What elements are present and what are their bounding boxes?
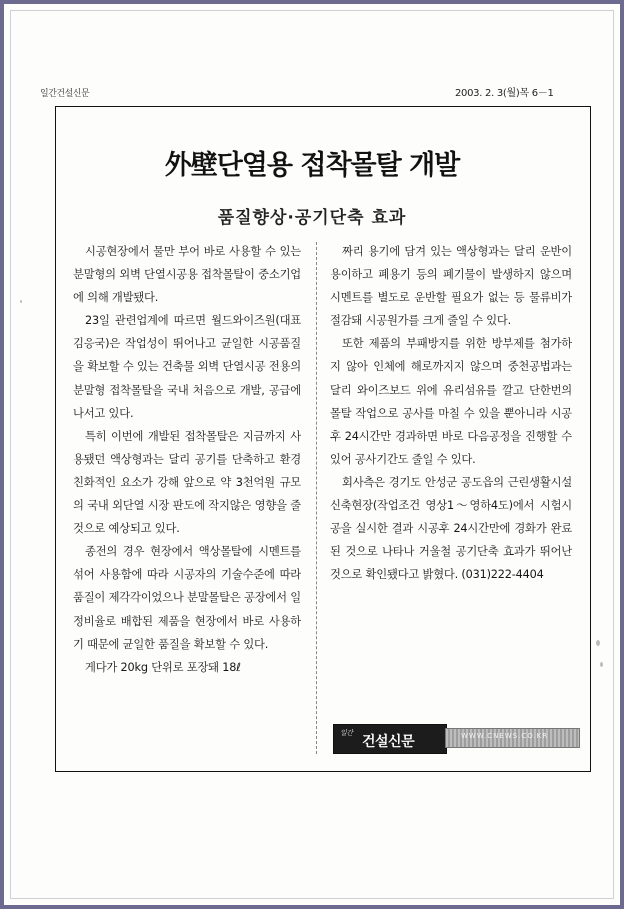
paragraph: 23일 관련업계에 따르면 월드와이즈원(대표 김응국)은 작업성이 뛰어나고 균일한 시공품질을 확보할 수 있는 건축물 외벽 단열시공 전용의 분말형 접착몰탈을 국내 처음으로 개발, 공급에 나서고 있다. [73,314,301,420]
logo-mark: 일간 [340,729,353,737]
paragraph: 짜리 용기에 담겨 있는 액상형과는 달리 운반이 용이하고 폐용기 등의 폐기물이 발생하지 않으며 시멘트를 별도로 운반할 필요가 없는 등 물류비가 절감돼 시공원가를 크게 줄일 수 있다. [330,245,572,328]
logo-url: WWW.CNEWS.CO.KR [461,732,549,740]
logo-name: 건설신문 [362,734,415,750]
left-column [73,240,301,765]
logo-block [333,724,447,754]
article-subhead: 품질향상·공기단축 효과 [217,208,407,228]
column-divider [316,242,317,754]
scan-speck [600,662,603,667]
article-headline: 外壁단열용 접착몰탈 개발 [164,150,460,181]
paragraph: 또한 제품의 부패방지를 위한 방부제를 첨가하지 않아 인체에 해로까지지 않으며 중천공법과는 달리 와이즈보드 위에 유리섬유를 깔고 단한번의 몰탈 작업으로 공사를 마칠 수 있을 뿐아니라 시공 후 24시간만 경과하면 바로 다음공정을 진행할 수 있어 공사기간도 줄일 수 있다. [330,337,572,466]
scan-speck [20,300,22,303]
right-column [330,240,572,720]
newspaper-logo [333,722,580,754]
date-issue: 2003. 2. 3(월)목 6－1 [455,88,554,99]
scan-speck [596,640,600,646]
paragraph: 시공현장에서 물만 부어 바로 사용할 수 있는 분말형의 외벽 단열시공용 접착몰탈이 중소기업에 의해 개발됐다. [73,245,301,305]
paragraph: 회사측은 경기도 안성군 공도읍의 근린생활시설 신축현장(작업조건 영상1～영하4도)에서 시험시공을 실시한 결과 시공후 24시간만에 경화가 완료된 것으로 나타나 거울철 공기단축 효과가 뛰어난 것으로 확인됐다고 밝혔다. (031)222-4404 [330,475,572,582]
paragraph: 종전의 경우 현장에서 액상몰탈에 시멘트를 섞어 사용함에 따라 시공자의 기술수준에 따라 품질이 제각각이었으나 분말몰탈은 공장에서 일정비율로 배합된 제품을 현장에서 바로 사용하기 때문에 균일한 품질을 확보할 수 있다. [73,545,301,651]
publication-name: 일간건설신문 [40,89,90,99]
paragraph: 게다가 20kg 단위로 포장돼 18ℓ [85,660,241,674]
paragraph: 특히 이번에 개발된 접착몰탈은 지금까지 사용됐던 액상형과는 달리 공기를 단축하고 환경친화적인 요소가 강해 앞으로 약 3천억원 규모의 국내 외단열 시장 판도에 작지않은 영향을 줄 것으로 예상되고 있다. [73,429,301,536]
